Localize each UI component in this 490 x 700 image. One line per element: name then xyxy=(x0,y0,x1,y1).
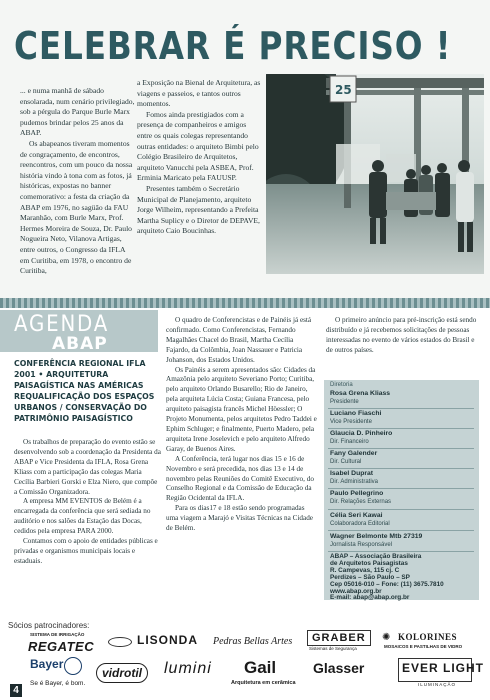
credit-name: Glaucia D. Pinheiro xyxy=(330,430,393,437)
credit-role: Dir. Financeiro xyxy=(330,439,369,445)
article-paragraph: Os abapeanos tiveram momentos de congraçamento, de encontros, reencontros, com um pouco da nossa história vindo à tona com as fotos, já históricas, expostas no banner comemorativo: a festa da criação da ABAP em 1976, no sagüão da FAU Maranhão, com Burle Marx, Prof. Hermes Moreira de Souza, Dr. Paulo Nogueira Neto, Vilanova Artigas, entre outros, o Congresso da IFLA em Curitiba, em 1978, o encontro de Curitiba, xyxy=(20,138,133,276)
article-paragraph: Presentes também o Secretário Municipal de Planejamento, arquiteto Jorge Wilheim, representando a Prefeita Martha Suplicy e o Diretor de DEPAVE, arquiteto Caio Boucinhas. xyxy=(137,183,260,236)
article-title: CELEBRAR É PRECISO ! xyxy=(14,24,452,68)
gail-logo: Gail xyxy=(244,658,277,677)
agenda-paragraph: Os trabalhos de preparação do evento estão se desenvolvendo sob a coordenação da Presidenta da ABAP e Vice Presidenta da IFLA, Rosa Grena Kliass com a participação das colegas Maria Cecília Barbieri Gorski e Elza Niero, que compõe a Comissão Organizadora. xyxy=(14,438,161,496)
credit-rule xyxy=(328,408,474,409)
agenda-paragraph: Para os dias17 e 18 estão sendo programadas uma viagem a Marajó e Visitas Técnicas na Cidade de Belém. xyxy=(166,504,313,533)
bayer-tagline: Se é Bayer, é bom. xyxy=(30,680,86,687)
credit-role: Dir. Administrativa xyxy=(330,479,379,485)
event-photo xyxy=(266,74,484,274)
gail-tagline: Arquitetura em cerâmica xyxy=(231,680,296,686)
agenda-heading: AGENDA xyxy=(14,312,110,337)
address-line: R. Campevas, 115 cj. C xyxy=(330,567,400,574)
credits-box xyxy=(324,380,479,600)
credit-rule xyxy=(328,509,474,510)
photo-sign-text: 25 xyxy=(335,83,352,97)
credit-rule xyxy=(328,448,474,449)
credit-name: Wagner Belmonte Mtb 27319 xyxy=(330,533,423,540)
email-link[interactable]: E-mail: abap@abap.org.br xyxy=(330,594,410,601)
credit-name: Rosa Grena Kliass xyxy=(330,390,391,397)
bayer-cross-icon xyxy=(64,657,82,675)
glasser-logo: Glasser xyxy=(313,660,365,676)
credit-role: Vice Presidente xyxy=(330,419,372,425)
credit-name: Fany Galender xyxy=(330,450,378,457)
credit-rule xyxy=(328,468,474,469)
agenda-paragraph: O quadro de Conferencistas e de Painéis já está confirmado. Como Conferencistas, Fernando Magalhães Chacel do Brasil, Martha Cecília Fajardo, da Colômbia, Joan Nassauer e Patricia Johanson, dos Estados Unidos. xyxy=(166,316,312,364)
credit-role: Jornalista Responsável xyxy=(330,542,393,548)
address-line: Perdizes – São Paulo – SP xyxy=(330,574,410,581)
everlight-logo: EVER LIGHT xyxy=(402,661,485,675)
graber-logo: GRABER xyxy=(307,630,371,646)
pedras-logo: Pedras Bellas Artes xyxy=(213,636,293,647)
credit-role: Colaboradora Editorial xyxy=(330,521,390,527)
address-line: ABAP – Associação Brasileira xyxy=(330,553,422,560)
regatec-tagline: SISTEMA DE IRRIGAÇÃO xyxy=(30,632,85,637)
credits-heading: Diretoria xyxy=(330,382,353,388)
kolorines-flower-icon: ✺ xyxy=(382,632,391,643)
kolorines-tagline: MOSAICOS E PASTILHAS DE VIDRO xyxy=(384,644,463,649)
credit-name: Isabel Duprat xyxy=(330,470,374,477)
agenda-paragraph: Contamos com o apoio de entidades públicas e privadas e organismos municipais locais e estaduais. xyxy=(14,537,158,565)
article-column-1 xyxy=(20,86,136,277)
agenda-subheading: ABAP xyxy=(52,334,108,354)
agenda-column-1 xyxy=(14,438,162,567)
bayer-logo: Bayer xyxy=(30,657,64,671)
credit-name: Luciano Fiaschi xyxy=(330,410,382,417)
section-divider xyxy=(0,298,490,308)
article-section xyxy=(0,0,490,298)
agenda-paragraph: Os Painéis a serem apresentados são: Cidades da Amazônia pelo arquiteto Severiano Porto; Curitiba, pelo arquiteto Orlando Busarello; Rio de Janeiro, pela arquiteta Lúcia Costa; Guiana Francesa, pelo arquiteto paisagista francês Michel Höessler; O Projeto Monumenta, pelos arquitetos Pedro Taddei e Ephim Schluger; e finalmente, Puerto Madero, pela arquiteta Irene Joselevich e pelo arquiteto Alfredo Garay, de Buenos Aires. xyxy=(166,365,317,453)
agenda-paragraph: A empresa MM EVENTOS de Belém é a encarregada da conferência que será sediada no auditório e nos salões da Estação das Docas, cedidos pela empresa PARA 2000. xyxy=(14,497,151,536)
sponsors-label: Sócios patrocinadores: xyxy=(8,621,90,630)
page-number: 4 xyxy=(10,684,22,697)
regatec-logo: REGATEC xyxy=(28,639,95,654)
address-line: de Arquitetos Paisagistas xyxy=(330,560,408,567)
credit-role: Dir. Cultural xyxy=(330,459,362,465)
vidrotil-logo: vidrotil xyxy=(96,663,148,683)
website-link[interactable]: www.abap.org.br xyxy=(330,588,382,595)
lisonda-logo: LISONDA xyxy=(137,633,198,647)
credit-rule xyxy=(328,428,474,429)
kolorines-logo: KOLORINES xyxy=(398,632,458,642)
lumini-logo: lumini xyxy=(164,660,212,677)
article-paragraph: a Exposição na Bienal de Arquitetura, as viagens e passeios, e tantos outros momentos. xyxy=(137,78,261,109)
article-paragraph: ... e numa manhã de sábado ensolarada, num cenário privilegiado, sob a pérgula do Parque Burle Marx pudemos brindar pelos 25 anos da ABAP. xyxy=(20,86,135,138)
graber-tagline: Sistemas de Segurança xyxy=(309,646,357,651)
article-paragraph: Fomos ainda prestigiados com a presença de companheiros e amigos entre os quais colegas representando outras entidades: o arquiteto Bimbi pelo Colégio Brasileiro de Arquitetos, arquiteto Vanucchi pela ASBEA, Prof. Erminia Maricato pela FAUUSP. xyxy=(137,109,259,183)
event-photo-illustration xyxy=(266,74,484,274)
credit-name: Célia Seri Kawai xyxy=(330,512,383,519)
credit-role: Dir. Relações Externas xyxy=(330,499,392,505)
credit-rule xyxy=(328,530,474,531)
article-column-2 xyxy=(137,78,261,237)
address-line: Cep 05016-010 – Fone: (11) 3675.7810 xyxy=(330,581,444,588)
agenda-column-2 xyxy=(166,316,318,534)
everlight-tagline: ILUMINAÇÃO xyxy=(418,682,457,687)
agenda-paragraph: A Conferência, terá lugar nos dias 15 e 16 de Novembro e será precedida, nos dias 13 e 14 de novembro pelas Reuniões do Comitê Executivo, do Conselho Regional e da Comissão de Educação da Região Ocidental da IFLA. xyxy=(166,454,314,503)
agenda-headline: CONFERÊNCIA REGIONAL IFLA 2001 • ARQUITETURA PAISAGÍSTICA NAS AMÉRICAS REQUALIFICAÇÃO DOS ESPAÇOS URBANOS / CONSERVAÇÃO DO PATRIMÔNIO PAISAGÍSTICO xyxy=(14,359,155,423)
credit-role: Presidente xyxy=(330,399,359,405)
lisonda-emblem-icon xyxy=(108,637,132,647)
agenda-paragraph: O primeiro anúncio para pré-inscrição está sendo distribuído e já recebemos solicitações de pessoas interessadas no evento de vários estados do Brasil e de outros países. xyxy=(326,316,477,354)
credit-name: Paulo Pellegrino xyxy=(330,490,384,497)
credit-rule xyxy=(328,488,474,489)
agenda-column-3 xyxy=(326,316,478,356)
credit-rule xyxy=(328,551,474,552)
